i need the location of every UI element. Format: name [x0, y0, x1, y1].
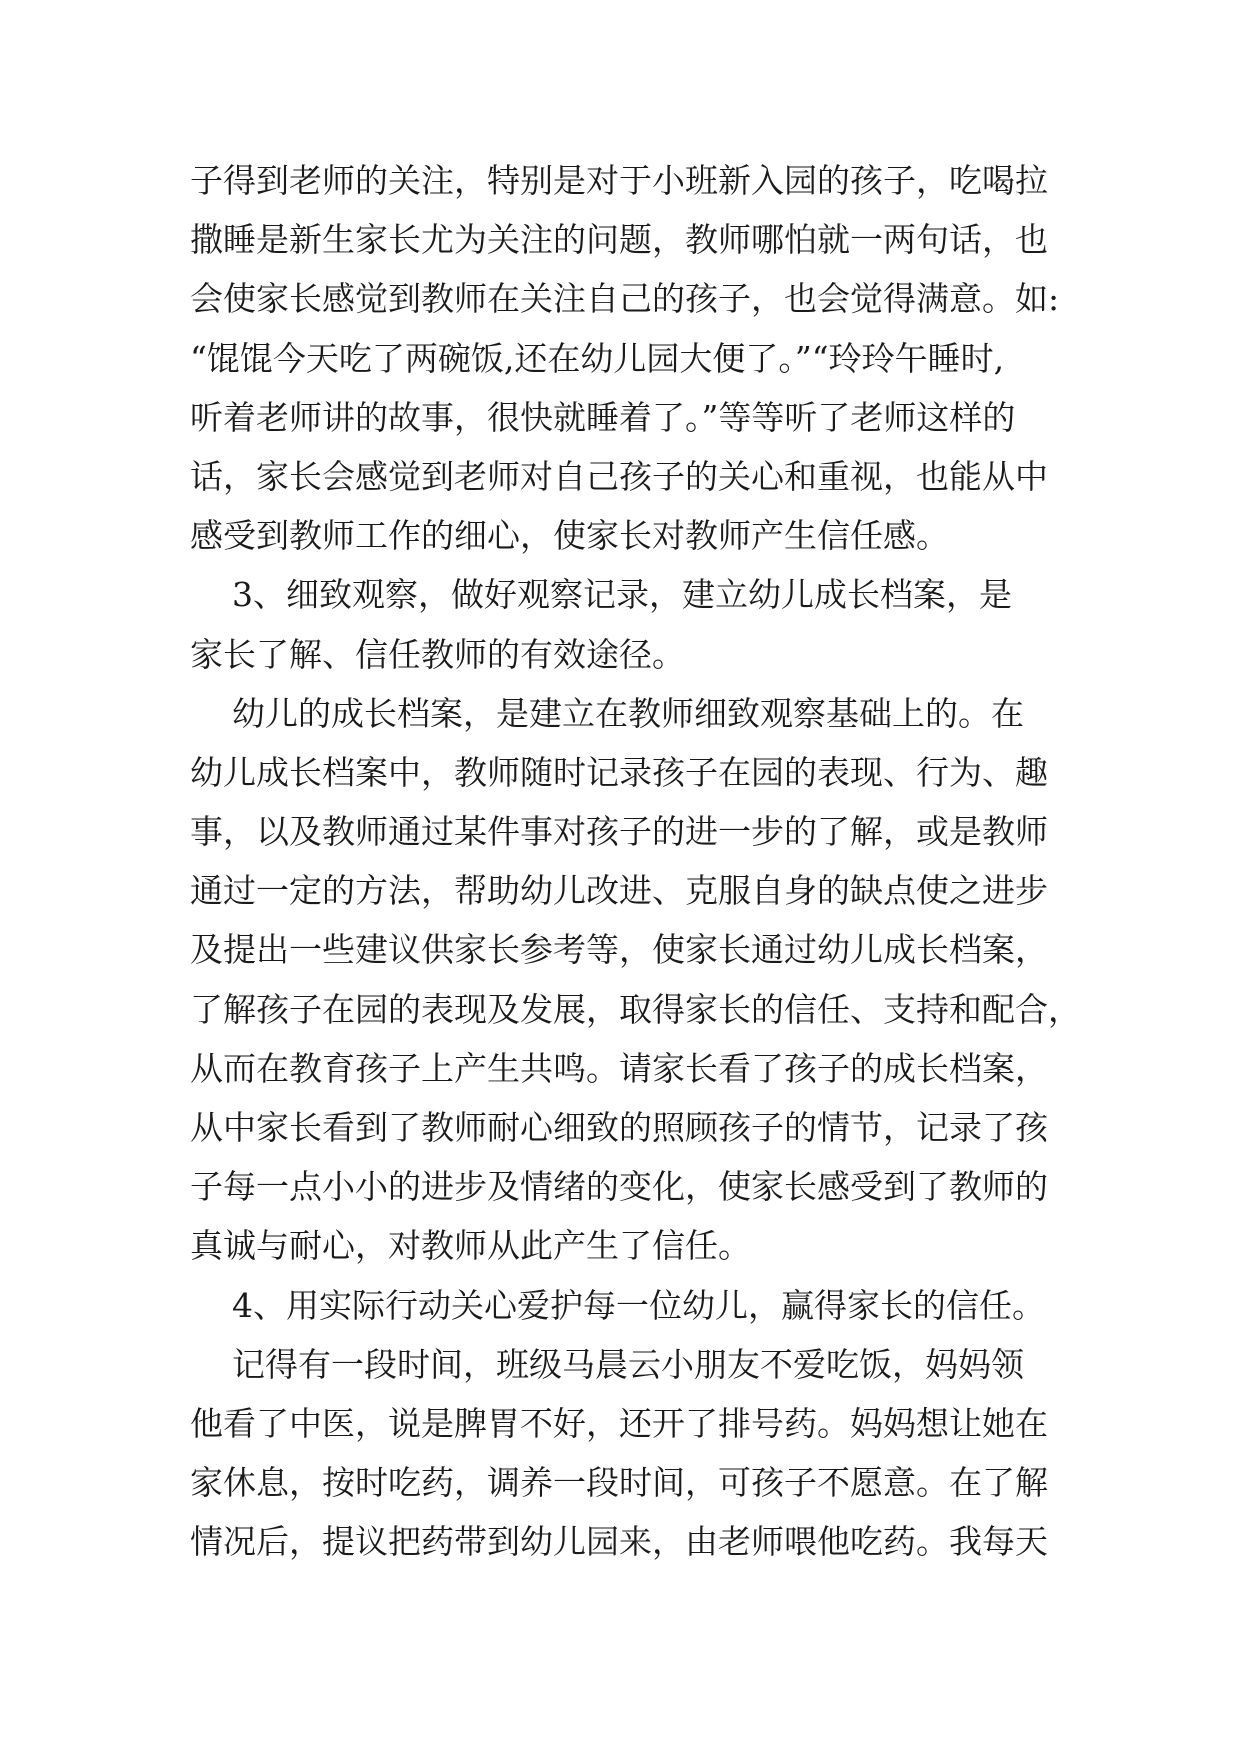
text-line: 感受到教师工作的细心，使家长对教师产生信任感。 [190, 516, 949, 556]
text-line: 子得到老师的关注，特别是对于小班新入园的孩子，吃喝拉 [190, 161, 1048, 200]
text-line: 记得有一段时间，班级马晨云小朋友不爱吃饭，妈妈领 [190, 1344, 1024, 1384]
text-line: 情况后，提议把药带到幼儿园来，由老师喂他吃药。我每天 [190, 1522, 1048, 1562]
text-line: 家休息，按时吃药，调养一段时间，可孩子不愿意。在了解 [190, 1463, 1048, 1503]
text-line: 他看了中医，说是脾胃不好，还开了排号药。妈妈想让她在 [190, 1403, 1048, 1443]
body-text [190, 161, 1081, 1582]
text-line: 及提出一些建议供家长参考等，使家长通过幼儿成长档案， [190, 930, 1048, 970]
text-line: 听着老师讲的故事，很快就睡着了。”等等听了老师这样的 [190, 397, 1016, 437]
text-line: 真诚与耐心，对教师从此产生了信任。 [190, 1226, 751, 1266]
text-line: 4、用实际行动关心爱护每一位幼儿，赢得家长的信任。 [190, 1285, 1045, 1325]
text-line: 通过一定的方法，帮助幼儿改进、克服自身的缺点使之进步 [190, 871, 1048, 911]
text-line: 了解孩子在园的表现及发展，取得家长的信任、支持和配合， [190, 989, 1081, 1029]
text-line: 家长了解、信任教师的有效途径。 [190, 634, 685, 674]
text-line: 事，以及教师通过某件事对孩子的进一步的了解，或是教师 [190, 812, 1048, 852]
text-line: “馄馄今天吃了两碗饭,还在幼儿园大便了。”“玲玲午睡时, [190, 338, 1005, 378]
text-line: 从而在教育孩子上产生共鸣。请家长看了孩子的成长档案， [190, 1048, 1048, 1088]
text-line: 会使家长感觉到教师在关注自己的孩子，也会觉得满意。如: [190, 279, 1060, 319]
text-line: 话，家长会感觉到老师对自己孩子的关心和重视，也能从中 [190, 456, 1048, 496]
text-line: 幼儿成长档案中，教师随时记录孩子在园的表现、行为、趣 [190, 752, 1048, 792]
text-line: 子每一点小小的进步及情绪的变化，使家长感受到了教师的 [190, 1167, 1048, 1207]
text-line: 3、细致观察，做好观察记录，建立幼儿成长档案，是 [190, 575, 1012, 615]
text-line: 幼儿的成长档案，是建立在教师细致观察基础上的。在 [190, 693, 1024, 733]
text-line: 撒睡是新生家长尤为关注的问题，教师哪怕就一两句话，也 [190, 220, 1048, 260]
text-line: 从中家长看到了教师耐心细致的照顾孩子的情节，记录了孩 [190, 1108, 1048, 1147]
